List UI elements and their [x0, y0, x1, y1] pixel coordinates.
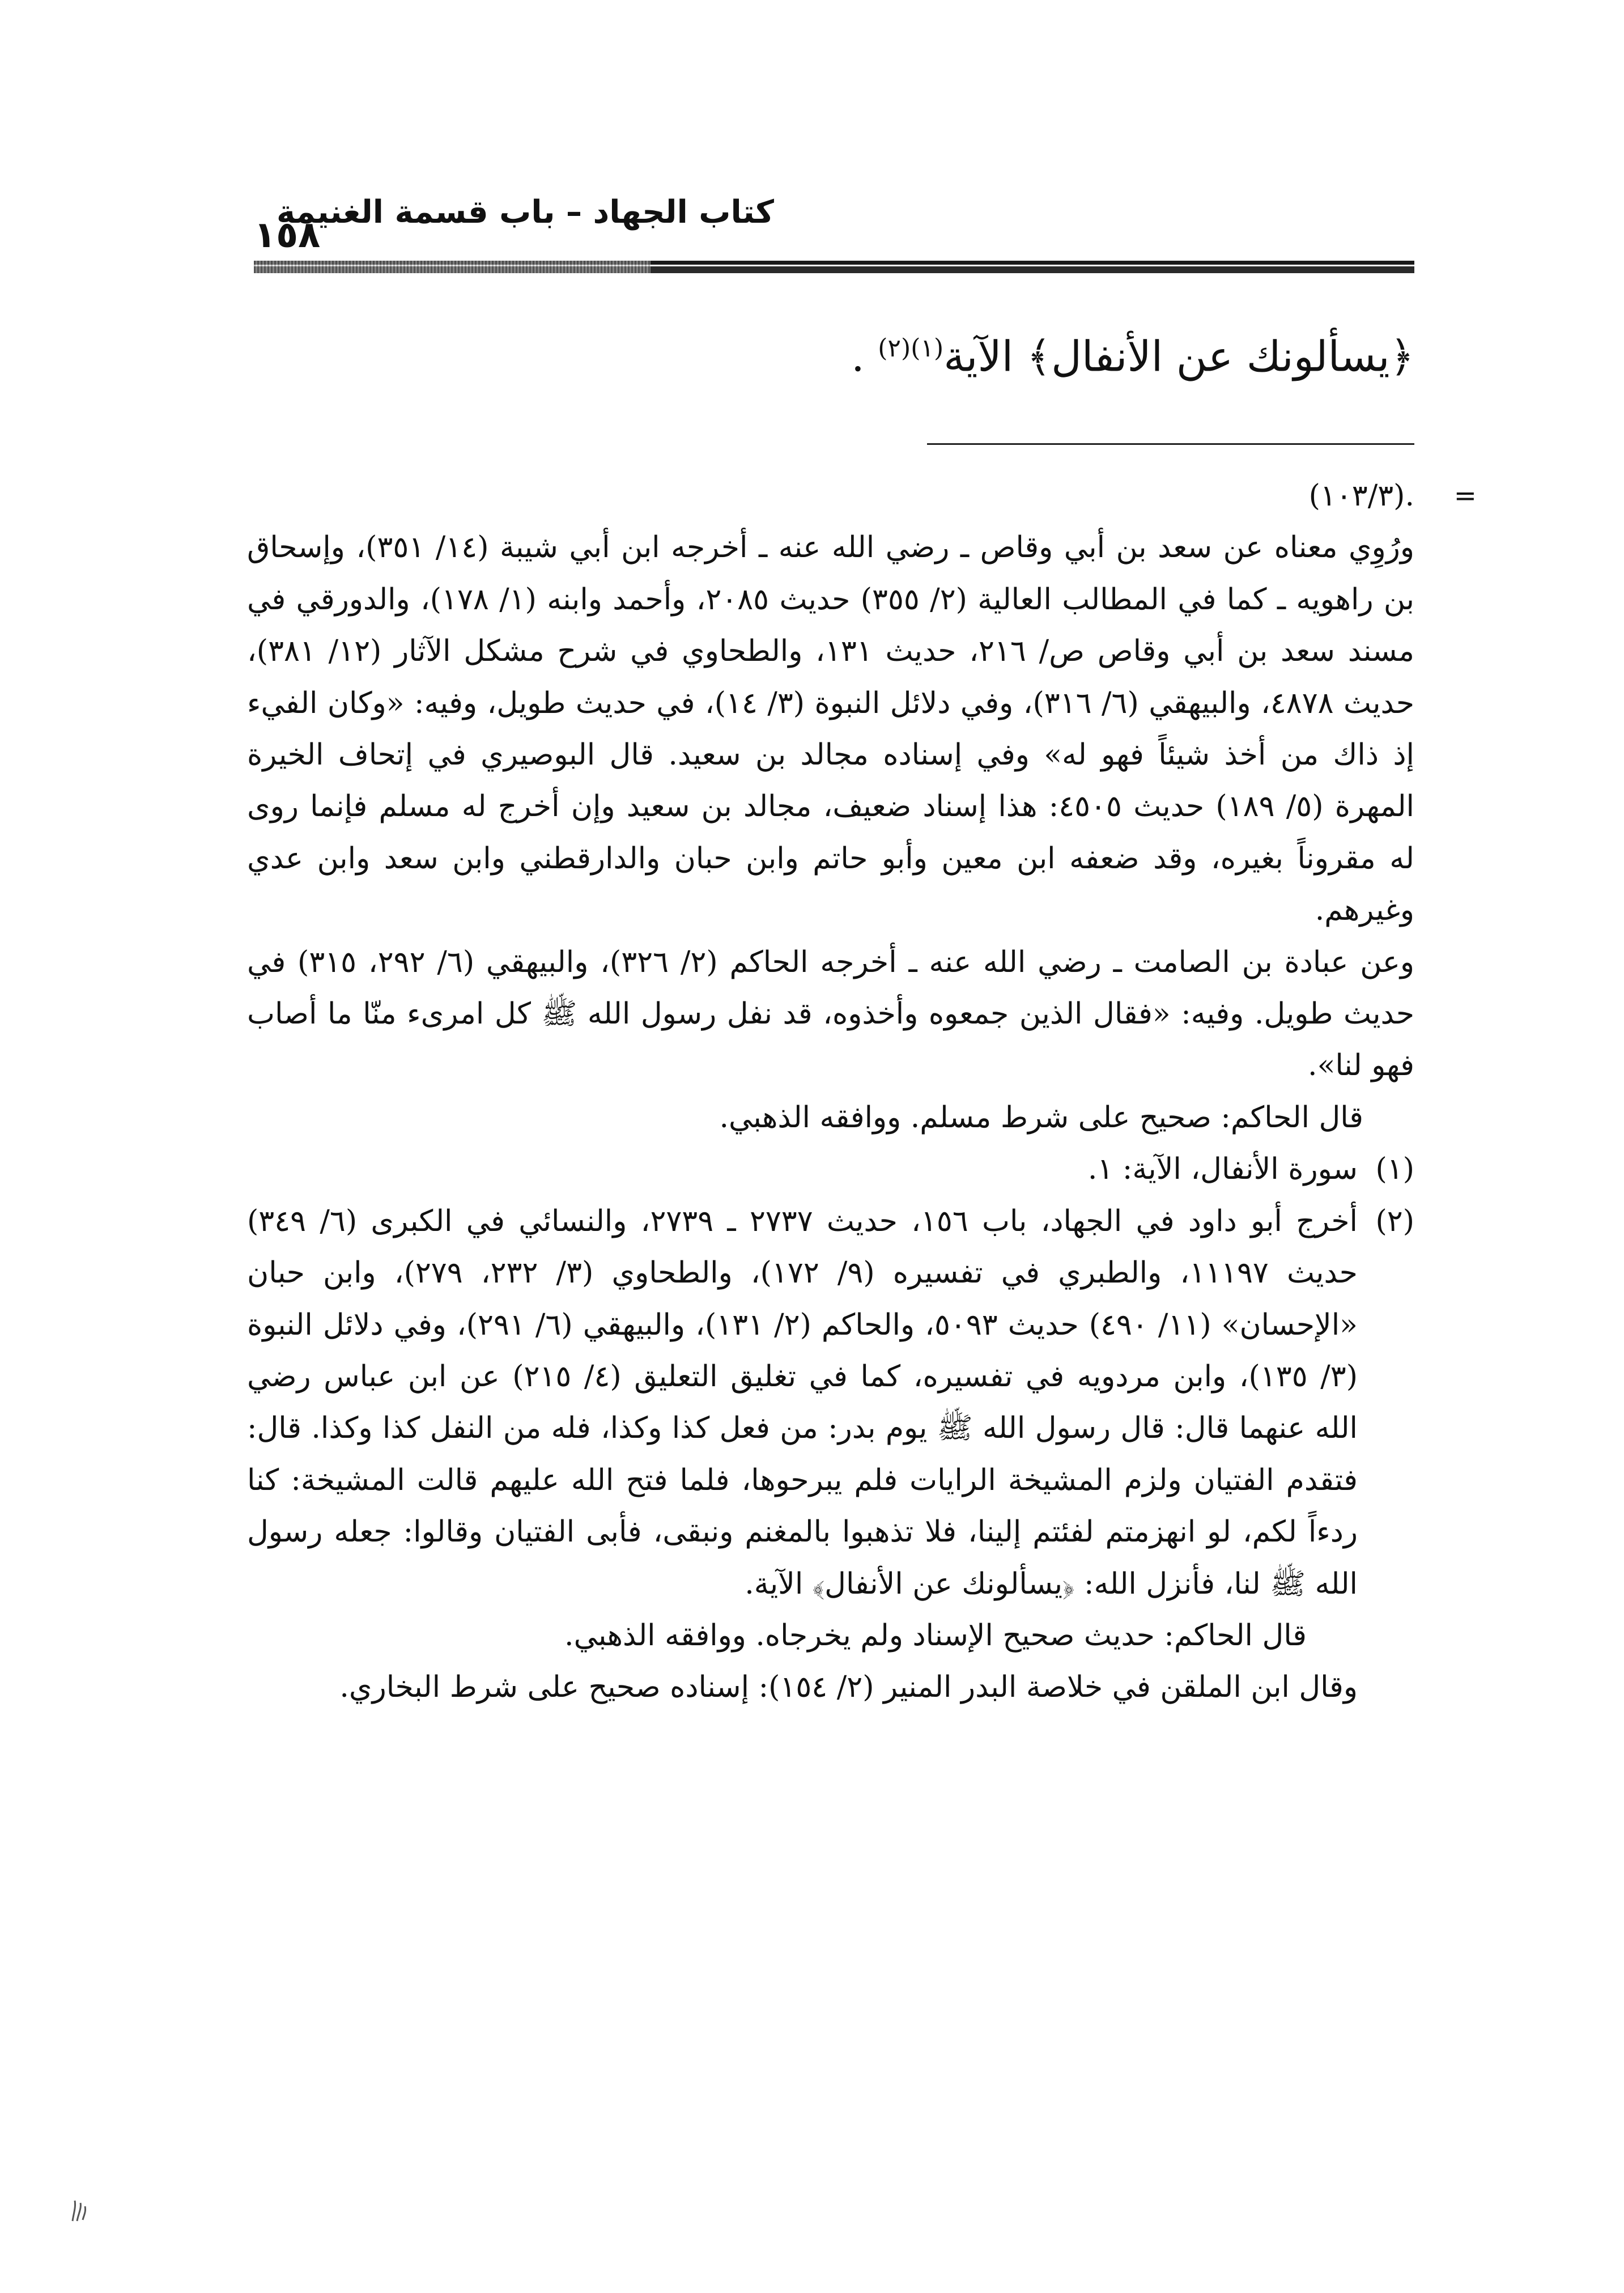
- verse-footnote-refs: (١)(٢): [878, 334, 944, 363]
- footnote-number: (٢): [1375, 1204, 1414, 1238]
- continuation-ref: .(١٠٣/٣): [1308, 479, 1414, 513]
- footnote-2-extra: وقال ابن الملقن في خلاصة البدر المنير (٢/ ١٥٤): إسناده صحيح على شرط البخاري.: [339, 1670, 1358, 1705]
- verse-text: ﴿يسألونك عن الأنفال﴾ الآية: [943, 332, 1414, 381]
- footnote-text: أخرج أبو داود في الجهاد، باب ١٥٦، حديث ٢٧٣٧ ـ ٢٧٣٩، والنسائي في الكبرى (٦/ ٣٤٩) حديث ١١١٩٧، والطبري في تفسيره (٩/ ١٧٢)، والطحاوي (٣/ ٢٣٢، ٢٧٩)، وابن حبان «الإحسان» (١١/ ٤٩٠) حديث ٥٠٩٣، والحاكم (٢/ ١٣١)، والبيهقي (٦/ ٢٩١)، وفي دلائل النبوة (٣/ ١٣٥)، وابن مردويه في تفسيره، كما في تغليق التعليق (٤/ ٢١٥) عن ابن عباس رضي الله عنهما قال: قال رسول الله ﷺ يوم بدر: من فعل كذا وكذا، فله من النفل كذا وكذا. قال: فتقدم الفتيان ولزم المشيخة الرايات فلم يبرحوها، فلما فتح الله عليهم قالت المشيخة: كنا ردءاً لكم، لو انهزمتم لفئتم إلينا، فلا تذهبوا بالمغنم ونبقى، فأبى الفتيان وقالوا: جعله رسول الله ﷺ لنا، فأنزل الله: ﴿يسألونك عن الأنفال﴾ الآية.: [247, 1204, 1358, 1601]
- footnote-continuation-para: ورُوِي معناه عن سعد بن أبي وقاص ـ رضي الله عنه ـ أخرجه ابن أبي شيبة (١٤/ ٣٥١)، وإسحاق بن راهويه ـ كما في المطالب العالية (٢/ ٣٥٥) حديث ٢٠٨٥، وأحمد وابنه (١/ ١٧٨)، والدورقي في مسند سعد بن أبي وقاص ص/ ٢١٦، حديث ١٣١، والطحاوي في شرح مشكل الآثار (١٢/ ٣٨١)، حديث ٤٨٧٨، والبيهقي (٦/ ٣١٦)، وفي دلائل النبوة (٣/ ١٤)، في حديث طويل، وفيه: «وكان الفيء إذ ذاك من أخذ شيئاً فهو له» وفي إسناده مجالد بن سعيد. قال البوصيري في إتحاف الخيرة المهرة (٥/ ١٨٩) حديث ٤٥٠٥: هذا إسناد ضعيف، مجالد بن سعيد وإن أخرج له مسلم فإنما روى له مقروناً بغيره، وقد ضعفه ابن معين وأبو حاتم وابن حبان والدارقطني وابن سعد وابن عدي وغيرهم.: [247, 530, 1414, 928]
- footnotes: [247, 470, 1477, 1714]
- footnote-text: سورة الأنفال، الآية: ١.: [1087, 1152, 1358, 1187]
- header-rule: [254, 261, 1414, 273]
- running-title: كتاب الجهاد – باب قسمة الغنيمة: [276, 194, 774, 231]
- verse-line: [258, 317, 1414, 388]
- verse-end: .: [851, 332, 865, 381]
- footnote-number: (١): [1375, 1152, 1414, 1187]
- footnote-1: [247, 1144, 1414, 1195]
- footnote-separator: [927, 443, 1414, 445]
- footnote-continuation-para: وعن عبادة بن الصامت ـ رضي الله عنه ـ أخرجه الحاكم (٢/ ٣٢٦)، والبيهقي (٦/ ٢٩٢، ٣١٥) في حديث طويل. وفيه: «فقال الذين جمعوه وأخذوه، قد نفل رسول الله ﷺ كل امرىء منّا ما أصاب فهو لنا».: [247, 945, 1414, 1083]
- scan-mark-icon: [68, 2196, 91, 2224]
- footnote-2-extra: قال الحاكم: حديث صحيح الإسناد ولم يخرجاه. ووافقه الذهبي.: [564, 1618, 1307, 1653]
- footnote-continuation-first: [247, 470, 1477, 522]
- continuation-mark: =: [1453, 480, 1477, 512]
- footnote-continuation-para: قال الحاكم: صحيح على شرط مسلم. ووافقه الذهبي.: [719, 1100, 1363, 1135]
- page-number: ١٥٨: [254, 214, 321, 256]
- footnote-2: [247, 1196, 1414, 1610]
